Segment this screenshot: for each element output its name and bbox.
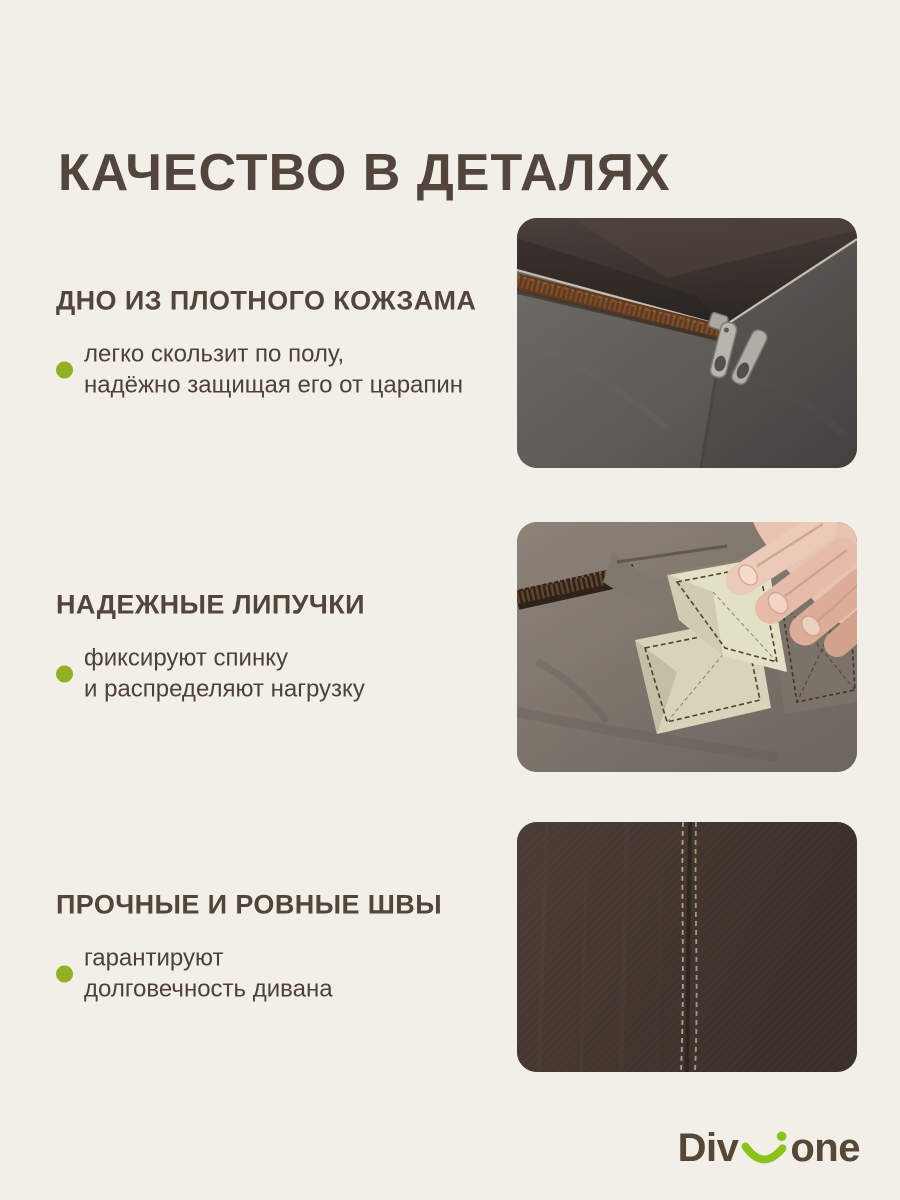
section-row (0, 218, 900, 468)
brand-logo (678, 1128, 860, 1168)
desc-line-1: гарантируют (84, 944, 224, 972)
feature-description (84, 643, 365, 705)
feature-description (84, 339, 463, 401)
photo-velcro-hand (517, 522, 857, 772)
feature-text-block (56, 590, 496, 705)
logo-text-one: one (790, 1126, 860, 1170)
feature-bullet (56, 943, 496, 1005)
desc-line-1: фиксируют спинку (84, 644, 288, 672)
logo-text-div: Div (677, 1126, 739, 1170)
bullet-dot (56, 965, 73, 982)
feature-heading: ДНО ИЗ ПЛОТНОГО КОЖЗАМА (56, 285, 477, 316)
feature-description (84, 943, 333, 1005)
feature-text-block (56, 890, 496, 1005)
desc-line-2: и распределяют нагрузку (84, 675, 365, 703)
bullet-dot (56, 361, 73, 378)
feature-text-block (56, 286, 496, 401)
photo-double-seam (517, 822, 857, 1072)
desc-line-2: долговечность дивана (84, 975, 333, 1003)
page-title: КАЧЕСТВО В ДЕТАЛЯХ (58, 144, 671, 202)
feature-bullet (56, 643, 496, 705)
feature-bullet (56, 339, 496, 401)
feature-heading: НАДЕЖНЫЕ ЛИПУЧКИ (56, 589, 365, 620)
section-row (0, 822, 900, 1072)
feature-heading: ПРОЧНЫЕ И РОВНЫЕ ШВЫ (56, 889, 443, 920)
section-row (0, 522, 900, 772)
photo-leatherette-bottom-zipper (517, 218, 857, 468)
smile-icon (739, 1129, 789, 1175)
desc-line-2: надёжно защищая его от царапин (84, 371, 464, 399)
bullet-dot (56, 665, 73, 682)
desc-line-1: легко скользит по полу, (84, 340, 345, 368)
